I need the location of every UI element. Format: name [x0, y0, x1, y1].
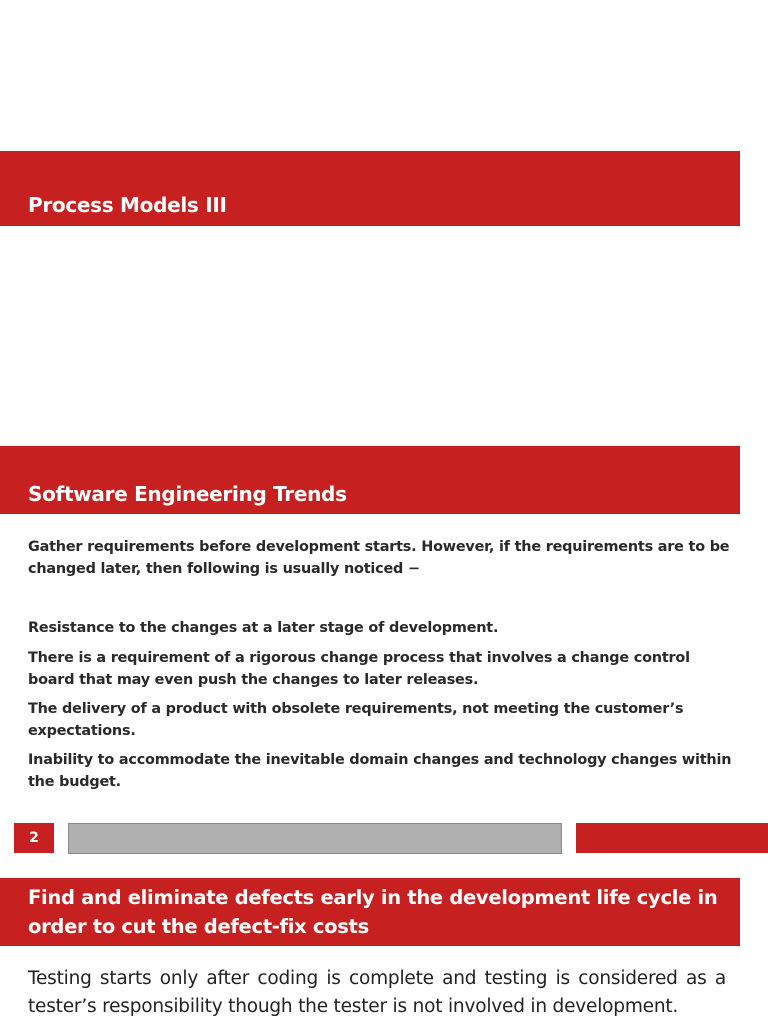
closing-paragraph: Testing starts only after coding is complete and testing is considered as a tester’s responsibility though the tester is not involved in development. — [28, 968, 726, 1017]
footer-red-strip — [576, 823, 768, 853]
list-item: Resistance to the changes at a later stage of development. — [28, 620, 499, 636]
section-header-defects — [0, 878, 740, 946]
section-header-se-trends — [0, 446, 740, 514]
intro-paragraph: Gather requirements before development starts. However, if the requirements are to be changed later, then following is usually noticed − — [28, 539, 730, 577]
section-title: Find and eliminate defects early in the development life cycle in order to cut the defect-fix costs — [28, 886, 718, 938]
list-item: The delivery of a product with obsolete requirements, not meeting the customer’s expectations. — [28, 701, 684, 739]
section-title: Software Engineering Trends — [28, 482, 347, 506]
list-item: There is a requirement of a rigorous change process that involves a change control board that may even push the changes to later releases. — [28, 650, 690, 688]
section-header-process-models — [0, 151, 740, 226]
page-number: 2 — [14, 823, 54, 853]
footer-gray-bar — [68, 823, 562, 854]
list-item: Inability to accommodate the inevitable domain changes and technology changes within the budget. — [28, 752, 732, 790]
section-title: Process Models III — [28, 193, 227, 217]
